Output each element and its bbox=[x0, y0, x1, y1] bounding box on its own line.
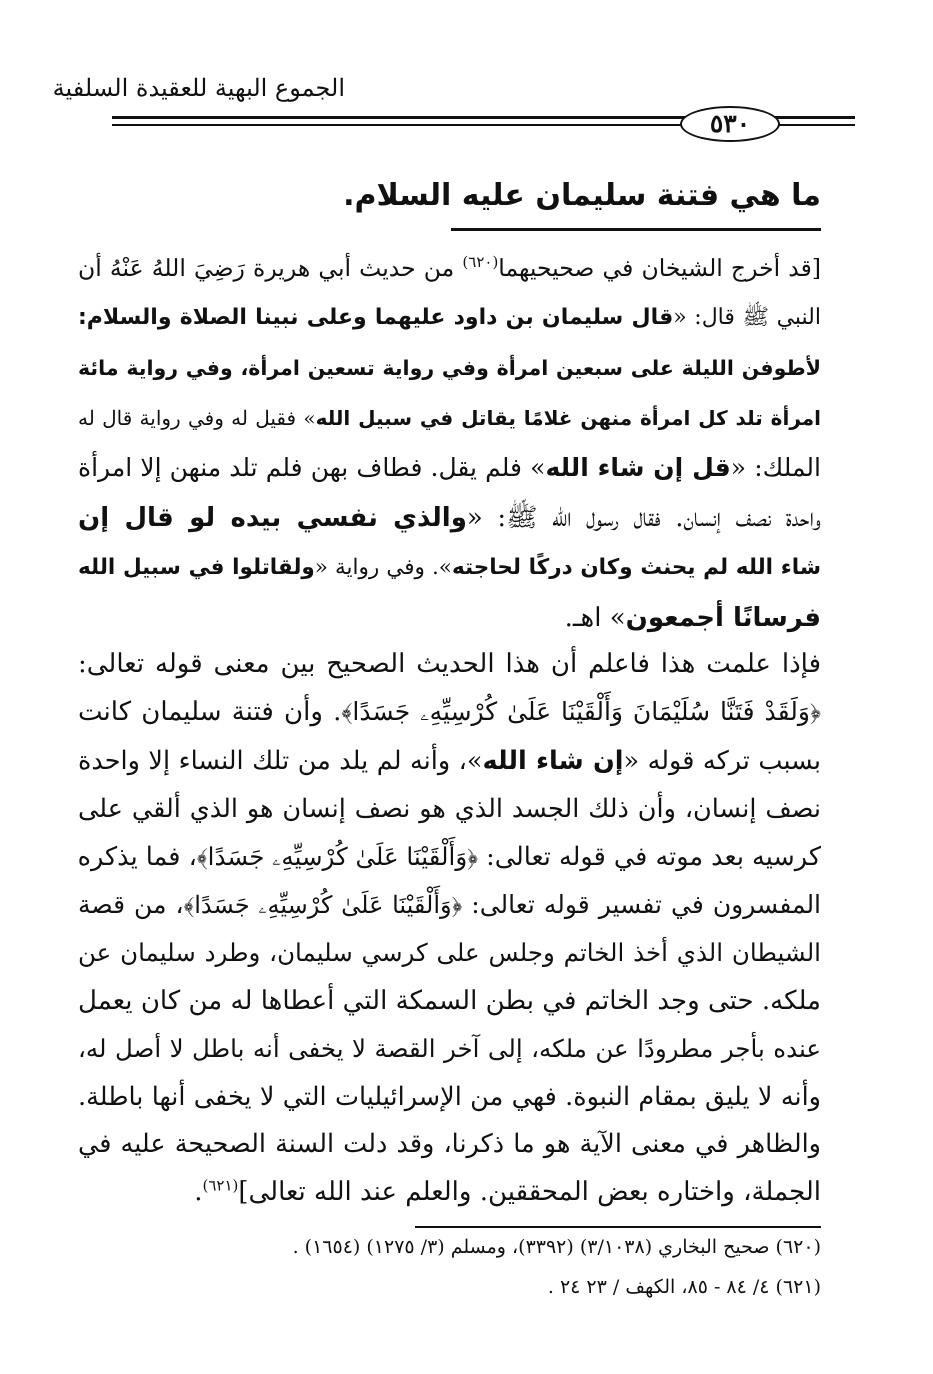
quran-verse-3: ﴿وَأَلْقَيْنَا عَلَىٰ كُرْسِيِّهِۦ جَسَدًا﴾ bbox=[183, 891, 463, 919]
quran-verse-1: ﴿وَلَقَدْ فَتَنَّا سُلَيْمَانَ وَأَلْقَيْنَا عَلَىٰ كُرْسِيِّهِۦ جَسَدًا﴾ bbox=[341, 697, 821, 726]
footnote-621: (٦٢١) ٤/ ٨٤ - ٨٥، الكهف / ٢٣ ٢٤ . bbox=[547, 1276, 821, 1298]
body-line-19: والظاهر في معنى الآية هو ما ذكرنا، وقد دلت السنة الصحيحة عليه في bbox=[78, 1129, 821, 1159]
body-line-11: بسبب تركه قوله «إن شاء الله»، وأنه لم يلد من تلك النساء إلا واحدة bbox=[78, 746, 821, 776]
footnote-620: (٦٢٠) صحيح البخاري (٣/١٠٣٨) (٣٣٩٢)، ومسلم (٣/ ١٢٧٥) (١٦٥٤) . bbox=[292, 1236, 821, 1258]
body-line-20: الجملة، واختاره بعض المحققين. والعلم عند الله تعالى]$^{(٦٢١)}$. bbox=[194, 1176, 821, 1207]
body-line-1: [قد أخرج الشيخان في صحيحيهما$^{(٦٢٠)}$ من حديث أبي هريرة رَضِيَ اللهُ عَنْهُ أن bbox=[78, 253, 821, 282]
running-title: الجموع البهية للعقيدة السلفية bbox=[52, 74, 345, 102]
body-line-6: واحدة نصف إنسان. فقال رسول الله ﷺ: «والذي نفسي بيده لو قال إن bbox=[78, 503, 821, 533]
body-line-7: شاء الله لم يحنث وكان دركًا لحاجته». وفي رواية «ولقاتلوا في سبيل الله bbox=[78, 555, 821, 580]
body-line-18: وأنه لا يليق بمقام النبوة. فهي من الإسرائيليات التي لا يخفى أنها باطلة. bbox=[78, 1082, 821, 1112]
footnote-separator bbox=[415, 1226, 821, 1228]
body-line-17: عنده بأجر مطرودًا عن ملكه، إلى آخر القصة لا يخفى أنه باطل لا أصل له، bbox=[78, 1034, 821, 1063]
heading-underline bbox=[451, 228, 821, 231]
body-line-4: امرأة تلد كل امرأة منهن غلامًا يقاتل في سبيل الله» فقيل له وفي رواية قال له bbox=[78, 406, 821, 430]
body-line-9: فإذا علمت هذا فاعلم أن هذا الحديث الصحيح بين معنى قوله تعالى: bbox=[78, 649, 821, 679]
quran-verse-2: ﴿وَأَلْقَيْنَا عَلَىٰ كُرْسِيِّهِۦ جَسَدًا﴾ bbox=[196, 842, 478, 871]
body-line-5: الملك: «قل إن شاء الله» فلم يقل. فطاف بهن فلم تلد منهن إلا امرأة bbox=[78, 453, 821, 482]
body-line-13: كرسيه بعد موته في قوله تعالى: ﴿وَأَلْقَيْنَا عَلَىٰ كُرْسِيِّهِۦ جَسَدًا﴾، فما يذكره bbox=[78, 842, 821, 872]
footnote-ref-621: (٦٢١) bbox=[202, 1176, 239, 1195]
body-line-16: ملكه. حتى وجد الخاتم في بطن السمكة التي أعطاها له من كان يعمل bbox=[78, 986, 821, 1016]
section-heading: ما هي فتنة سليمان عليه السلام. bbox=[343, 178, 821, 213]
body-line-2: النبي ﷺ قال: «قال سليمان بن داود عليهما وعلى نبينا الصلاة والسلام: bbox=[78, 305, 821, 330]
body-line-10: ﴿وَلَقَدْ فَتَنَّا سُلَيْمَانَ وَأَلْقَيْنَا عَلَىٰ كُرْسِيِّهِۦ جَسَدًا﴾. وأن فتنة سليمان كانت bbox=[78, 697, 821, 727]
footnote-ref-620: (٦٢٠) bbox=[462, 253, 499, 272]
page-number: ٥٣٠ bbox=[680, 106, 780, 142]
body-line-12: نصف إنسان، وأن ذلك الجسد الذي هو نصف إنسان هو الذي ألقي على bbox=[78, 794, 821, 824]
body-line-3: لأطوفن الليلة على سبعين امرأة وفي رواية تسعين امرأة، وفي رواية مائة bbox=[78, 356, 821, 380]
body-line-8: فرسانًا أجمعون» اهـ. bbox=[564, 603, 821, 633]
body-line-14: المفسرون في تفسير قوله تعالى: ﴿وَأَلْقَيْنَا عَلَىٰ كُرْسِيِّهِۦ جَسَدًا﴾، من قصة bbox=[78, 890, 821, 919]
body-line-15: الشيطان الذي أخذ الخاتم وجلس على كرسي سليمان، وطرد سليمان عن bbox=[78, 938, 821, 967]
